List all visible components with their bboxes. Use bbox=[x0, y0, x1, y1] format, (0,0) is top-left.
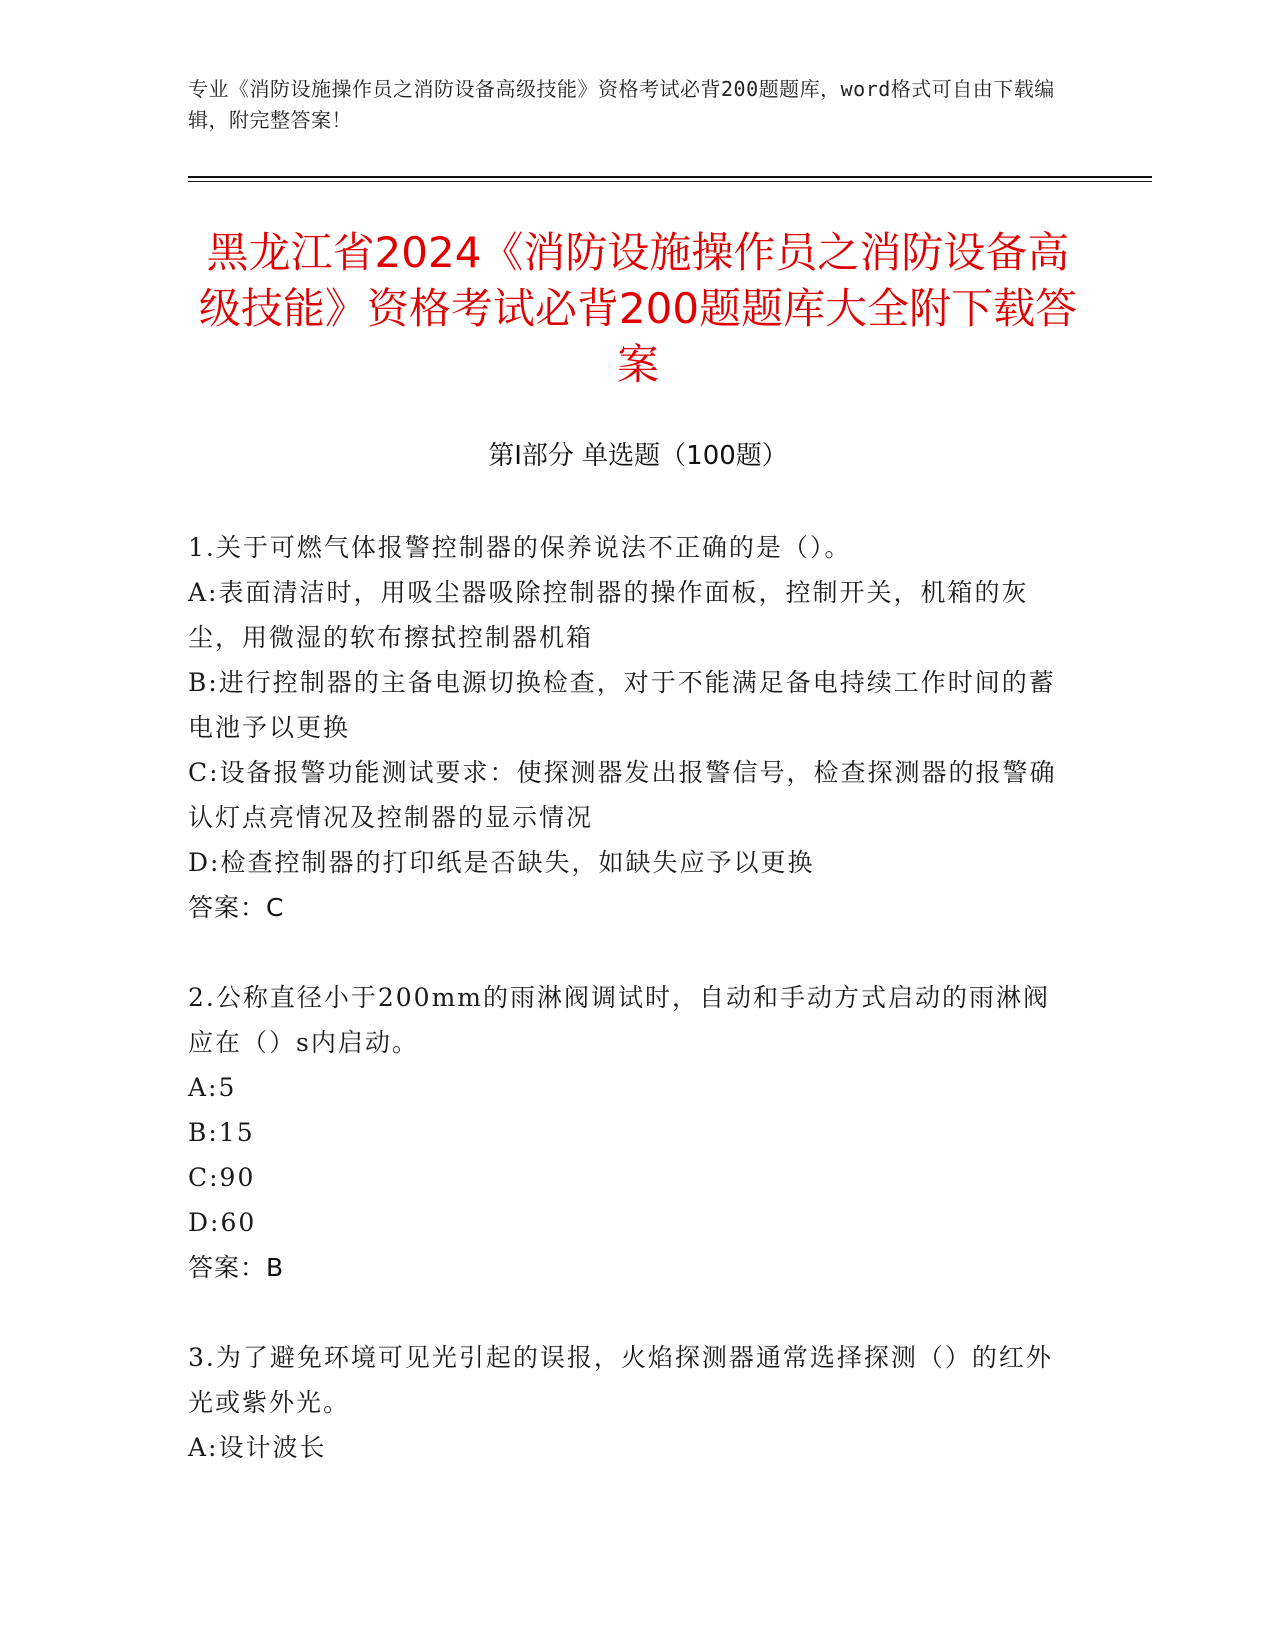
option-c: C:90 bbox=[188, 1163, 256, 1192]
question-stem: 1.关于可燃气体报警控制器的保养说法不正确的是（）。 bbox=[188, 533, 852, 562]
question-3 bbox=[188, 1335, 1068, 1470]
header-note: 专业《消防设施操作员之消防设备高级技能》资格考试必背200题题库，word格式可自由下载编辑，附完整答案！ bbox=[188, 77, 1055, 132]
section-title: 第I部分 单选题（100题） bbox=[488, 441, 788, 471]
question-1 bbox=[188, 525, 1068, 930]
document-title: 黑龙江省2024《消防设施操作员之消防设备高级技能》资格考试必背200题题库大全附下载答案 bbox=[198, 228, 1078, 389]
header-divider-thick bbox=[188, 176, 1152, 178]
option-c: C:设备报警功能测试要求：使探测器发出报警信号，检查探测器的报警确认灯点亮情况及控制器的显示情况 bbox=[188, 758, 1057, 832]
question-2 bbox=[188, 975, 1068, 1290]
answer-line: 答案：B bbox=[188, 1253, 285, 1282]
option-a: A:5 bbox=[188, 1073, 237, 1102]
question-stem: 3.为了避免环境可见光引起的误报，火焰探测器通常选择探测（）的红外光或紫外光。 bbox=[188, 1343, 1053, 1417]
option-b: B:进行控制器的主备电源切换检查，对于不能满足备电持续工作时间的蓄电池予以更换 bbox=[188, 668, 1056, 742]
question-list bbox=[188, 525, 1068, 1515]
option-a: A:设计波长 bbox=[188, 1433, 327, 1462]
header-divider-thin bbox=[188, 181, 1152, 182]
answer-line: 答案：C bbox=[188, 893, 285, 922]
option-b: B:15 bbox=[188, 1118, 255, 1147]
option-d: D:检查控制器的打印纸是否缺失，如缺失应予以更换 bbox=[188, 848, 815, 877]
option-d: D:60 bbox=[188, 1208, 257, 1237]
question-stem: 2.公称直径小于200mm的雨淋阀调试时，自动和手动方式启动的雨淋阀应在（）s内启动。 bbox=[188, 983, 1050, 1057]
option-a: A:表面清洁时，用吸尘器吸除控制器的操作面板，控制开关，机箱的灰尘，用微湿的软布擦拭控制器机箱 bbox=[188, 578, 1029, 652]
